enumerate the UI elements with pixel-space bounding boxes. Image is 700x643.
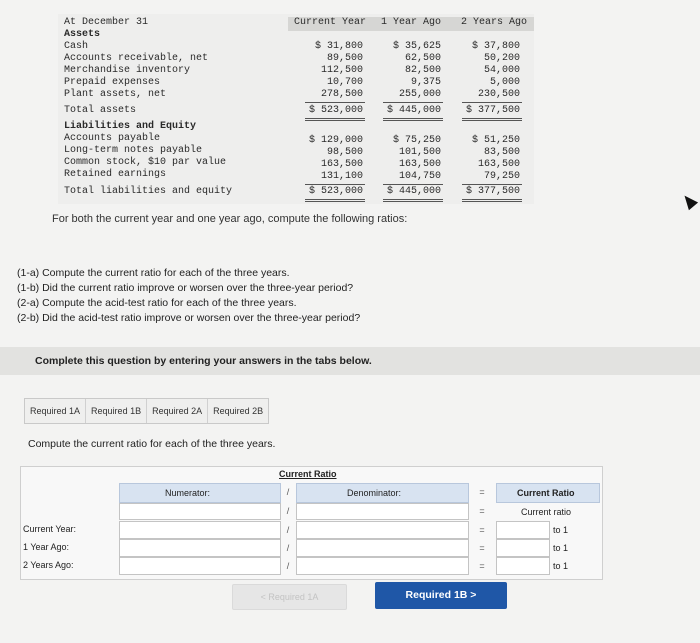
liability-value: $ 75,250	[392, 135, 441, 146]
total-liab-label: Total liabilities and equity	[64, 186, 233, 197]
asset-value: 10,700	[326, 77, 363, 88]
asset-value: 278,500	[320, 89, 363, 100]
col-header-1yr: 1 Year Ago	[381, 17, 442, 28]
tab-required-2b[interactable]: Required 2B	[213, 406, 264, 416]
result-sub-label: Current ratio	[521, 507, 572, 517]
total-liab-value: $ 523,000	[308, 186, 363, 197]
ratio-suffix: to 1	[553, 525, 569, 535]
col-header-2yr: 2 Years Ago	[461, 17, 528, 28]
asset-value: 230,500	[477, 89, 520, 100]
row-label-current-year: Current Year:	[23, 524, 77, 534]
subtotal-rule	[462, 184, 522, 185]
total-rule	[383, 118, 443, 121]
divide-sign: /	[286, 525, 290, 535]
tab-bar	[24, 398, 269, 424]
next-button[interactable]: Required 1B >	[375, 582, 507, 609]
liability-value: 83,500	[483, 147, 520, 158]
asset-value: $ 35,625	[392, 41, 441, 52]
divide-sign: /	[286, 487, 290, 497]
liability-value: 104,750	[398, 171, 441, 182]
total-rule	[462, 199, 522, 202]
asset-value: 89,500	[326, 53, 363, 64]
question-1b: (1-b) Did the current ratio improve or worsen over the three-year period?	[17, 282, 354, 294]
current-ratio-grid	[20, 466, 603, 580]
total-rule	[305, 118, 365, 121]
numerator-header-input[interactable]	[119, 503, 281, 520]
denominator-input[interactable]	[296, 521, 469, 539]
tab-required-2a[interactable]: Required 2A	[147, 399, 208, 423]
subtotal-rule	[383, 184, 443, 185]
equals-sign: =	[479, 487, 485, 497]
question-2b: (2-b) Did the acid-test ratio improve or worsen over the three-year period?	[17, 312, 361, 324]
liability-value: 163,500	[477, 159, 520, 170]
asset-label: Merchandise inventory	[64, 65, 191, 76]
question-1a: (1-a) Compute the current ratio for each of the three years.	[17, 267, 290, 279]
total-liab-value: $ 377,500	[465, 186, 520, 197]
asset-value: 255,000	[398, 89, 441, 100]
numerator-header	[119, 483, 281, 503]
total-rule	[383, 199, 443, 202]
result-header-label: Current Ratio	[517, 488, 575, 498]
total-assets-value: $ 445,000	[386, 105, 441, 116]
denominator-header	[296, 483, 469, 503]
asset-label: Accounts receivable, net	[64, 53, 209, 64]
ratio-suffix: to 1	[553, 561, 569, 571]
result-header	[496, 483, 600, 503]
ratio-input[interactable]	[496, 521, 550, 539]
asset-value: 112,500	[320, 65, 363, 76]
total-liab-value: $ 445,000	[386, 186, 441, 197]
numerator-input[interactable]	[119, 521, 281, 539]
denominator-input[interactable]	[296, 539, 469, 557]
row-label-1-year-ago: 1 Year Ago:	[23, 542, 70, 552]
total-assets-value: $ 523,000	[308, 105, 363, 116]
equals-sign: =	[479, 561, 485, 571]
banner-text: Complete this question by entering your answers in the tabs below.	[35, 355, 372, 367]
row-label-2-years-ago: 2 Years Ago:	[23, 560, 74, 570]
equals-sign: =	[479, 543, 485, 553]
liability-value: 98,500	[326, 147, 363, 158]
liability-value: 163,500	[320, 159, 363, 170]
liability-value: 101,500	[398, 147, 441, 158]
equals-sign: =	[479, 506, 485, 516]
asset-value: 5,000	[489, 77, 520, 88]
liability-value: 79,250	[483, 171, 520, 182]
asset-value: 50,200	[483, 53, 520, 64]
liability-value: 131,100	[320, 171, 363, 182]
total-assets-label: Total assets	[64, 105, 137, 116]
intro-text: For both the current year and one year ago, compute the following ratios:	[52, 213, 408, 225]
subtotal-rule	[462, 102, 522, 103]
denominator-label: Denominator:	[347, 488, 402, 498]
subtotal-rule	[305, 102, 365, 103]
prev-button[interactable]: < Required 1A	[232, 584, 347, 610]
liability-value: $ 51,250	[471, 135, 520, 146]
total-rule	[305, 199, 365, 202]
asset-label: Plant assets, net	[64, 89, 167, 100]
balance-sheet	[58, 14, 534, 204]
asset-value: $ 37,800	[471, 41, 520, 52]
question-2a: (2-a) Compute the acid-test ratio for each of the three years.	[17, 297, 297, 309]
asset-value: $ 31,800	[314, 41, 363, 52]
assets-title: Assets	[64, 29, 101, 40]
total-rule	[462, 118, 522, 121]
ratio-input[interactable]	[496, 557, 550, 575]
col-header-current: Current Year	[294, 17, 367, 28]
total-assets-value: $ 377,500	[465, 105, 520, 116]
tab-required-1b[interactable]: Required 1B	[86, 399, 147, 423]
asset-value: 9,375	[410, 77, 441, 88]
denominator-input[interactable]	[296, 557, 469, 575]
asset-label: Cash	[64, 41, 89, 52]
equals-sign: =	[479, 525, 485, 535]
tab-required-1a[interactable]: Required 1A	[25, 399, 86, 423]
divide-sign: /	[286, 543, 290, 553]
at-december-label: At December 31	[64, 17, 149, 28]
asset-label: Prepaid expenses	[64, 77, 161, 88]
denominator-header-input[interactable]	[296, 503, 469, 520]
divide-sign: /	[286, 506, 290, 516]
ratio-suffix: to 1	[553, 543, 569, 553]
numerator-input[interactable]	[119, 557, 281, 575]
liability-label: Common stock, $10 par value	[64, 157, 227, 168]
liability-label: Long-term notes payable	[64, 145, 203, 156]
divide-sign: /	[286, 561, 290, 571]
asset-value: 62,500	[404, 53, 441, 64]
liabilities-title: Liabilities and Equity	[64, 121, 197, 132]
liability-label: Retained earnings	[64, 169, 167, 180]
subtotal-rule	[383, 102, 443, 103]
liability-label: Accounts payable	[64, 133, 161, 144]
liability-value: $ 129,000	[308, 135, 363, 146]
liability-value: 163,500	[398, 159, 441, 170]
tab-instruction: Compute the current ratio for each of the three years.	[28, 438, 276, 450]
asset-value: 54,000	[483, 65, 520, 76]
asset-value: 82,500	[404, 65, 441, 76]
numerator-input[interactable]	[119, 539, 281, 557]
grid-title: Current Ratio	[279, 469, 337, 479]
numerator-label: Numerator:	[165, 488, 211, 498]
instruction-banner	[0, 347, 700, 375]
mouse-cursor-icon	[680, 192, 698, 210]
ratio-input[interactable]	[496, 539, 550, 557]
subtotal-rule	[305, 184, 365, 185]
